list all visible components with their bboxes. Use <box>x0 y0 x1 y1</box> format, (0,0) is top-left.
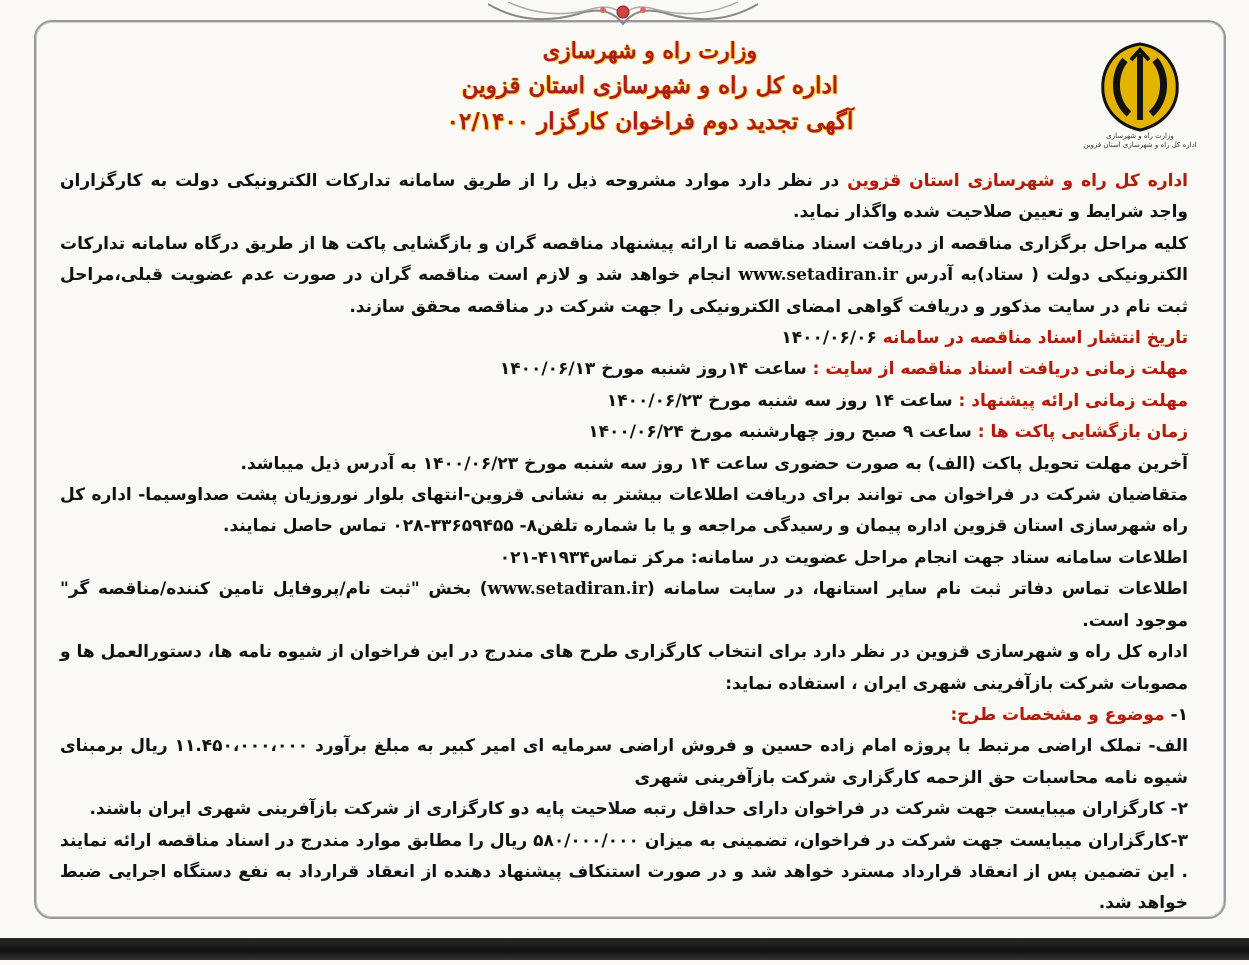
heading-block <box>420 34 880 140</box>
ministry-title: وزارت راه و شهرسازی <box>542 38 758 64</box>
office-title: اداره کل راه و شهرسازی استان قزوین <box>461 72 839 99</box>
top-ornament <box>488 0 758 32</box>
receive-deadline-row <box>60 354 1188 385</box>
ministry-emblem <box>1080 40 1200 162</box>
applicants-info: متقاضیان شرکت در فراخوان می توانند برای دریافت اطلاعات بیشتر به نشانی قزوین-انتهای بلوار نوروزیان پشت صداوسیما- اداره کل راه شهرسازی استان قزوین اداره پیمان و رسیدگی مراجعه و یا با شماره تلفن۸- ۳۳۶۵۹۴۵۵-۰۲۸ تماس حاصل نمایند. <box>60 485 1188 537</box>
emblem-icon <box>1097 40 1183 132</box>
publish-label: تاریخ انتشار اسناد مناقصه در سامانه <box>882 328 1188 349</box>
item-a: الف- تملک اراضی مرتبط با پروژه امام زاده حسین و فروش اراضی سرمایه ای امیر کبیر به مبلغ برآورد ۱۱.۴۵۰،۰۰۰،۰۰۰ ریال برمبنای شیوه نامه محاسبات حق الزحمه کارگزاری شرکت بازآفرینی شهری <box>60 736 1188 788</box>
submit-value: ساعت ۱۴ روز سه شنبه مورخ ۱۴۰۰/۰۶/۲۳ <box>606 390 953 411</box>
emblem-caption-1: وزارت راه و شهرسازی <box>1106 132 1174 140</box>
process-text-b: انجام خواهد شد و لازم است مناقصه گران در صورت عدم عضویت قبلی،مراحل ثبت نام در سایت مذکور و دریافت گواهی امضای الکترونیکی را جهت شرکت در مناقصه محقق سازند. <box>60 265 1188 317</box>
publish-value: ۱۴۰۰/۰۶/۰۶ <box>781 328 877 349</box>
paragraph-intro <box>60 166 1188 229</box>
paragraph-process <box>60 229 1188 323</box>
emblem-caption-2: اداره کل راه و شهرسازی استان قزوین <box>1083 141 1197 149</box>
process-text-a: کلیه مراحل برگزاری مناقصه از دریافت اسناد مناقصه تا ارائه پیشنهاد مناقصه گران و بازگشایی پاکت ها از طریق درگاه سامانه تدارکات الکترونیکی دولت ( ستاد)به آدرس <box>60 233 1189 286</box>
bottom-border <box>0 938 1249 960</box>
delivery-deadline: آخرین مهلت تحویل پاکت (الف) به صورت حضوری ساعت ۱۴ روز سه شنبه مورخ ۱۴۰۰/۰۶/۲۳ به آدرس ذیل میباشد. <box>240 453 1188 474</box>
submit-label: مهلت زمانی ارائه پیشنهاد : <box>958 390 1188 411</box>
offices-text-b: ) بخش "ثبت نام/پروفایل تامین کننده/مناقصه گر" موجود است. <box>60 579 1188 631</box>
opening-label: زمان بازگشایی پاکت ها : <box>977 422 1188 443</box>
subject-heading <box>60 700 1188 731</box>
item-2: ۲- کارگزاران میبایست جهت شرکت در فراخوان دارای حداقل رتبه صلاحیت پایه دو کارگزاری از شرکت بازآفرینی شهری ایران باشند. <box>89 799 1188 820</box>
office-name-highlight: اداره کل راه و شهرسازی استان قزوین <box>847 171 1189 191</box>
setad-contact: اطلاعات سامانه ستاد جهت انجام مراحل عضویت در سامانه: مرکز تماس۴۱۹۳۴-۰۲۱ <box>499 547 1188 568</box>
publish-date-row <box>60 323 1188 354</box>
opening-value: ساعت ۹ صبح روز چهارشنبه مورخ ۱۴۰۰/۰۶/۲۴ <box>588 422 972 443</box>
offices-link[interactable]: www.setadiran.ir <box>487 579 647 600</box>
receive-label: مهلت زمانی دریافت اسناد مناقصه از سایت : <box>812 359 1188 380</box>
submit-deadline-row <box>60 386 1188 417</box>
offices-info <box>60 574 1188 637</box>
subject-label: موضوع و مشخصات طرح: <box>950 704 1165 725</box>
receive-value: ساعت ۱۴روز شنبه مورخ ۱۴۰۰/۰۶/۱۳ <box>499 359 807 380</box>
notice-title: آگهی تجدید دوم فراخوان کارگزار ۰۲/۱۴۰۰ <box>446 108 854 135</box>
intro-text: در نظر دارد موارد مشروحه ذیل را از طریق سامانه تدارکات الکترونیکی دولت به کارگزاران واجد شرایط و تعیین صلاحیت شده واگذار نماید. <box>60 171 1188 223</box>
opening-time-row <box>60 417 1188 448</box>
notice-body <box>60 166 1188 920</box>
selection-intro: اداره کل راه و شهرسازی قزوین در نظر دارد برای انتخاب کارگزاری طرح های مندرج در این فراخوان از شیوه نامه ها، دستورالعمل ها و مصوبات شرکت بازآفرینی شهری ایران ، استفاده نماید: <box>60 642 1188 694</box>
subject-number: ۱- <box>1170 704 1188 725</box>
setad-link[interactable]: www.setadiran.ir <box>738 265 898 286</box>
item-3: ۳-کارگزاران میبایست جهت شرکت در فراخوان، تضمینی به میزان ۵۸۰/۰۰۰/۰۰۰ ریال را مطابق موارد مندرج در اسناد مناقصه ارائه نمایند . این تضمین پس از انعقاد قرارداد مسترد خواهد شد و در صورت استنکاف پیشنهاد دهنده از انعقاد قرارداد به نفع دستگاه اجرایی ضبط خواهد شد. <box>60 830 1188 914</box>
offices-text-a: اطلاعات تماس دفاتر ثبت نام سایر استانها، در سایت سامانه ( <box>646 579 1188 600</box>
